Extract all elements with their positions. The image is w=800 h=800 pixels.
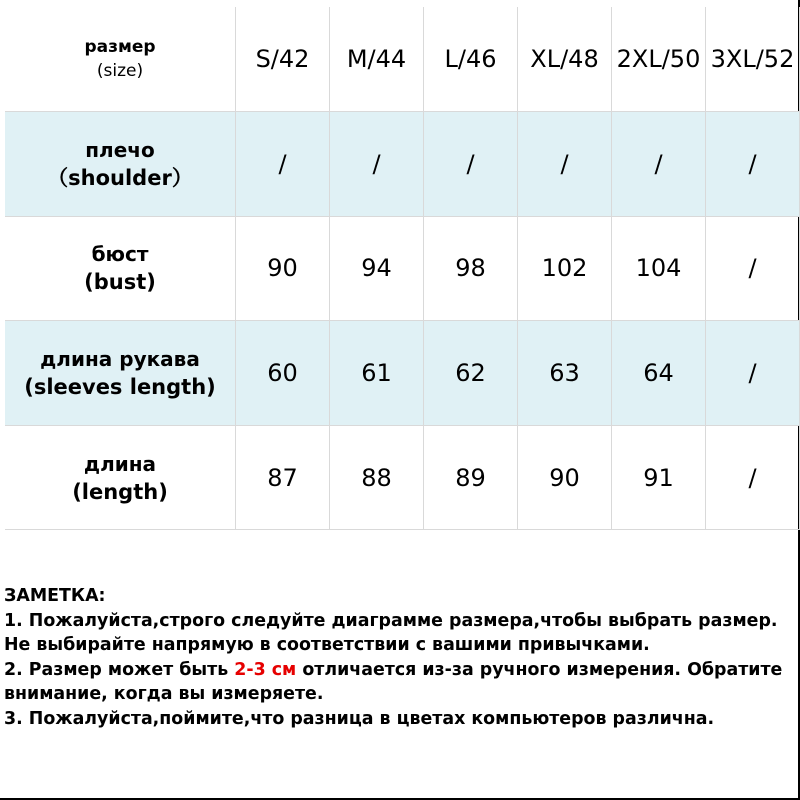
table-cell: 61	[330, 321, 424, 426]
row-label-en: (length)	[72, 479, 168, 504]
row-label-en: （shoulder）	[47, 165, 193, 190]
size-header-cell: 2XL/50	[612, 7, 706, 112]
notes-line-3-start: 2. Размер может быть	[4, 659, 235, 680]
notes-line-1: 1. Пожалуйста,строго следуйте диаграмме размера,чтобы выбрать размер.	[4, 610, 778, 631]
row-label-cell	[5, 321, 236, 426]
row-label-ru: бюст	[91, 242, 149, 267]
table-cell: 63	[518, 321, 612, 426]
notes-line-2: Не выбирайте напрямую в соответствии с вашими привычками.	[4, 635, 650, 655]
row-label-ru: длина рукава	[40, 347, 200, 372]
table-cell: 90	[518, 425, 612, 530]
table-cell: /	[330, 112, 424, 217]
table-cell: 87	[236, 425, 330, 530]
size-header-cell: S/42	[236, 7, 330, 112]
notes-highlight: 2-3 см	[234, 659, 297, 680]
table-cell: /	[706, 321, 800, 426]
table-row-sleeves	[5, 321, 800, 426]
row-label-ru: длина	[83, 451, 157, 476]
table-cell: /	[706, 216, 800, 321]
table-cell: 90	[236, 216, 330, 321]
size-label-en: (size)	[96, 61, 144, 82]
row-label-cell	[5, 216, 236, 321]
row-label-cell	[5, 112, 236, 217]
table-cell: 88	[330, 425, 424, 530]
notes-line-3	[4, 658, 800, 683]
table-cell: 98	[424, 216, 518, 321]
table-header-row	[5, 7, 800, 112]
table-cell: 91	[612, 425, 706, 530]
table-row-bust	[5, 216, 800, 321]
row-label-cell	[5, 425, 236, 530]
row-label-en: (bust)	[84, 270, 156, 295]
table-cell: 102	[518, 216, 612, 321]
notes-block	[4, 584, 800, 731]
row-label-ru: плечо	[85, 137, 155, 162]
table-cell: 60	[236, 321, 330, 426]
size-label-cell	[5, 7, 236, 112]
table-cell: /	[236, 112, 330, 217]
row-label-en: (sleeves length)	[24, 375, 216, 400]
notes-line-5: 3. Пожалуйста,поймите,что разница в цветах компьютеров различна.	[4, 708, 715, 729]
table-cell: /	[612, 112, 706, 217]
notes-title: ЗАМЕТКА:	[4, 586, 106, 606]
table-cell: 64	[612, 321, 706, 426]
table-cell: 62	[424, 321, 518, 426]
table-cell: /	[424, 112, 518, 217]
table-cell: 94	[330, 216, 424, 321]
table-cell: 89	[424, 425, 518, 530]
notes-line-3-end: отличается из-за ручного измерения. Обратите	[296, 659, 783, 680]
notes-line-4: внимание, когда вы измеряете.	[4, 684, 324, 704]
table-cell: 104	[612, 216, 706, 321]
table-row-shoulder	[5, 112, 800, 217]
size-header-cell: L/46	[424, 7, 518, 112]
table-cell: /	[518, 112, 612, 217]
size-label-ru: размер	[84, 37, 156, 58]
size-header-cell: 3XL/52	[706, 7, 800, 112]
size-chart-table	[5, 7, 800, 530]
table-cell: /	[706, 112, 800, 217]
size-header-cell: M/44	[330, 7, 424, 112]
table-row-length	[5, 425, 800, 530]
table-cell: /	[706, 425, 800, 530]
size-header-cell: XL/48	[518, 7, 612, 112]
